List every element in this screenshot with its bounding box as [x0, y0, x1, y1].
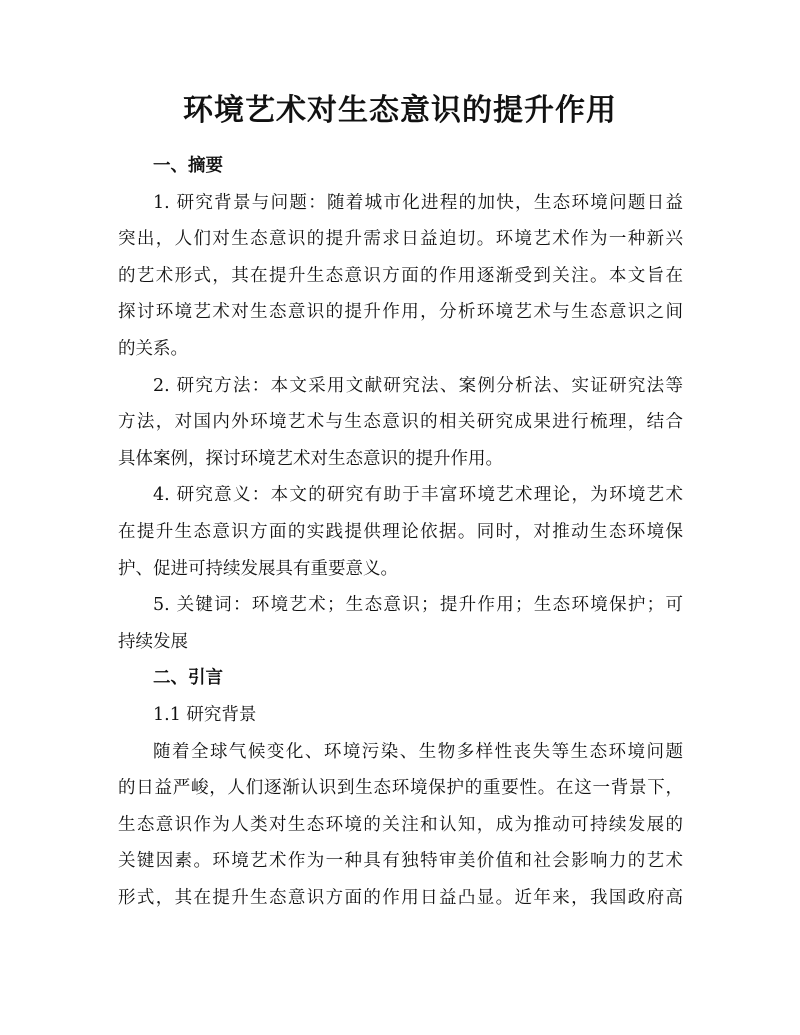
paragraph-line: 在提升生态意识方面的实践提供理论依据。同时，对推动生态环境保 — [118, 521, 683, 542]
paragraph-line: 的日益严峻，人们逐渐认识到生态环境保护的重要性。在这一背景下， — [118, 778, 683, 799]
paragraph-line: 持续发展 — [118, 631, 188, 652]
paragraph-line: 生态意识作为人类对生态环境的关注和认知，成为推动可持续发展的 — [118, 814, 683, 835]
section-heading: 二、引言 — [153, 668, 223, 689]
paragraph-line: 5. 关键词：环境艺术；生态意识；提升作用；生态环境保护；可 — [153, 595, 683, 616]
paragraph-line: 4. 研究意义：本文的研究有助于丰富环境艺术理论，为环境艺术 — [153, 485, 683, 506]
document-body — [118, 148, 683, 916]
paragraph-line: 的艺术形式，其在提升生态意识方面的作用逐渐受到关注。本文旨在 — [118, 265, 683, 286]
paragraph-line: 1. 研究背景与问题：随着城市化进程的加快，生态环境问题日益 — [153, 192, 683, 213]
section-heading: 一、摘要 — [153, 156, 223, 176]
subsection-heading: 1.1 研究背景 — [153, 704, 257, 725]
paragraph-line: 2. 研究方法：本文采用文献研究法、案例分析法、实证研究法等 — [153, 375, 683, 396]
paragraph-line: 随着全球气候变化、环境污染、生物多样性丧失等生态环境问题 — [153, 741, 683, 762]
document-title: 环境艺术对生态意识的提升作用 — [183, 93, 617, 128]
paragraph-line: 护、促进可持续发展具有重要意义。 — [118, 558, 398, 579]
paragraph-line: 突出，人们对生态意识的提升需求日益迫切。环境艺术作为一种新兴 — [118, 229, 683, 250]
paragraph-line: 的关系。 — [118, 338, 188, 359]
paragraph-line: 探讨环境艺术对生态意识的提升作用，分析环境艺术与生态意识之间 — [118, 302, 683, 323]
paragraph-line: 具体案例，探讨环境艺术对生态意识的提升作用。 — [118, 448, 503, 469]
paragraph-line: 关键因素。环境艺术作为一种具有独特审美价值和社会影响力的艺术 — [118, 851, 683, 872]
paragraph-line: 形式，其在提升生态意识方面的作用日益凸显。近年来，我国政府高 — [118, 887, 683, 908]
paragraph-line: 方法，对国内外环境艺术与生态意识的相关研究成果进行梳理，结合 — [118, 412, 683, 433]
